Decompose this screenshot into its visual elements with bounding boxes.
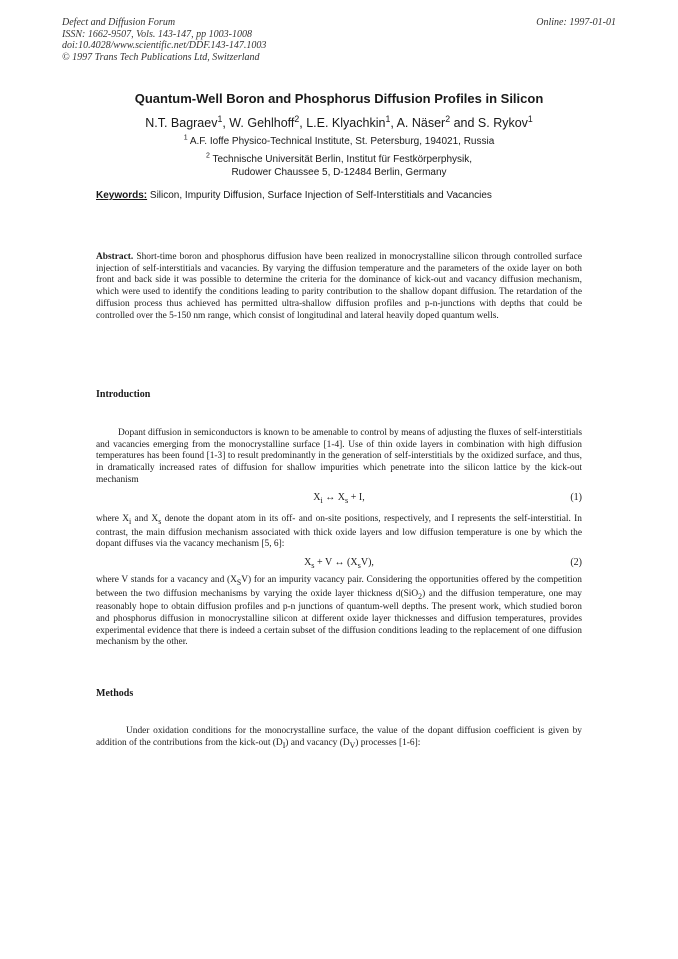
affiliation-2 bbox=[0, 153, 678, 179]
intro-paragraph-2 bbox=[96, 514, 582, 551]
section-heading-methods: Methods bbox=[96, 688, 134, 699]
text-run: and X bbox=[131, 514, 159, 524]
paper-title: Quantum-Well Boron and Phosphorus Diffusion Profiles in Silicon bbox=[134, 91, 544, 106]
equation-1-expression bbox=[96, 492, 582, 505]
eq-arrow: ↔ bbox=[322, 492, 338, 503]
eq-symbol: X bbox=[313, 492, 321, 503]
subscript: V bbox=[349, 740, 356, 750]
abstract-text: Short-time boron and phosphorus diffusion have been realized in monocrystalline silicon through controlled surface injection of self-interstitials and vacancies. By varying the diffusion temperature and the parameters of the oxide layer on both front and back side it was possible to determine the criteria for the dominance of kick-out and vacancy diffusion mechanism, which were used to identify the conditions leading to parity contribution to the shallow dopant diffusion. The retardation of the diffusion process thus achieved has permitted ultra-shallow diffusion profiles and p-n-junctions with depths that could be controlled over the 5-150 nm range, which consist of longitudinal and lateral heavily doped quantum wells. bbox=[96, 252, 582, 321]
eq-subscript: s bbox=[345, 496, 349, 505]
eq-symbol: X bbox=[337, 492, 346, 503]
subscript: I bbox=[282, 740, 286, 750]
keywords-label: Keywords: bbox=[96, 190, 148, 201]
author-affiliation-mark: 2 bbox=[294, 113, 300, 124]
section-heading-introduction: Introduction bbox=[96, 389, 151, 400]
subscript: 2 bbox=[418, 591, 423, 601]
author-affiliation-mark: 1 bbox=[527, 113, 533, 124]
eq-subscript: i bbox=[320, 496, 323, 505]
text-run: ) processes [1-6]: bbox=[355, 737, 421, 748]
text-run: where V stands for a vacancy and (X bbox=[96, 575, 237, 585]
author-name: N.T. Bagraev bbox=[145, 116, 218, 130]
text-run: Under oxidation conditions for the monocrystalline surface, the value of the dopant diffusion coefficient is given by addition of the contributions from the kick-out (D bbox=[96, 726, 582, 748]
eq-rest: + I, bbox=[348, 492, 365, 503]
abstract-label: Abstract. bbox=[96, 252, 134, 262]
equation-1-number: (1) bbox=[570, 492, 582, 503]
abstract bbox=[96, 252, 582, 322]
affiliation-mark: 1 bbox=[183, 134, 188, 142]
author-name: L.E. Klyachkin bbox=[306, 116, 386, 130]
equation-2-number: (2) bbox=[570, 557, 582, 568]
affiliation-mark: 2 bbox=[205, 152, 210, 160]
author-name: A. Näser bbox=[396, 116, 446, 130]
journal-name: Defect and Diffusion Forum bbox=[62, 17, 176, 28]
eq-subscript: s bbox=[357, 561, 361, 570]
journal-header bbox=[62, 17, 266, 63]
keywords-text: Silicon, Impurity Diffusion, Surface Injection of Self-Interstitials and Vacancies bbox=[149, 190, 492, 201]
author-affiliation-mark: 1 bbox=[385, 113, 391, 124]
eq-rest: + V ↔ (X bbox=[314, 557, 358, 568]
affiliation-1 bbox=[0, 135, 678, 148]
online-date: Online: 1997-01-01 bbox=[536, 17, 616, 28]
affiliation-text: A.F. Ioffe Physico-Technical Institute, St. Petersburg, 194021, Russia bbox=[189, 136, 495, 147]
author-affiliation-mark: 1 bbox=[217, 113, 223, 124]
author-affiliation-mark: 2 bbox=[445, 113, 451, 124]
text-run: where X bbox=[96, 514, 130, 524]
text-run: V) for an impurity vacancy pair. Considering the opportunities offered by the competition between the two diffusion mechanisms by varying the oxide layer thickness d(SiO bbox=[96, 575, 582, 599]
subscript: S bbox=[236, 577, 242, 587]
eq-subscript: s bbox=[311, 561, 315, 570]
author-name: S. Rykov bbox=[477, 116, 528, 130]
copyright-line: © 1997 Trans Tech Publications Ltd, Switzerland bbox=[62, 51, 260, 63]
methods-paragraph-1 bbox=[96, 726, 582, 751]
eq-symbol: X bbox=[304, 557, 312, 568]
author-name: W. Gehlhoff bbox=[229, 116, 295, 130]
doi-line: doi:10.4028/www.scientific.net/DDF.143-147.1003 bbox=[62, 40, 267, 51]
text-run: denote the dopant atom in its off- and on-site positions, respectively, and I represents the self-interstitial. In contrast, the main diffusion mechanism associated with thick oxide layers and low diffusion temperature is one by which the dopant diffuses via the vacancy mechanism [5, 6]: bbox=[96, 514, 582, 550]
subscript: i bbox=[129, 516, 132, 526]
affiliation-address: Rudower Chaussee 5, D-12484 Berlin, Germany bbox=[231, 167, 447, 178]
subscript: s bbox=[158, 516, 162, 526]
text-run: ) and the diffusion temperature, one may reasonably hope to obtain diffusion profiles and p-n junctions of quantum-well depths. The present work, which studied boron and phosphorus diffusion in monocrystalline silicon at different oxide layer thicknesses and diffusion temperatures, provides experimental evidence that there is indeed a certain subset of the diffusion conditions leading to the replacement of one diffusion mechanism by the other. bbox=[96, 588, 582, 648]
text-run: ) and vacancy (D bbox=[285, 737, 350, 748]
issn-line: ISSN: 1662-9507, Vols. 143-147, pp 1003-1008 bbox=[62, 28, 252, 40]
author-list: N.T. Bagraev$^1$, W. Gehlhoff$^2$, L.E. Klyachkin$^1$, A. Näser$^2$ and S. Rykov$^1$ bbox=[145, 113, 533, 130]
intro-paragraph-3 bbox=[96, 575, 582, 649]
eq-rest: V), bbox=[360, 557, 374, 568]
equation-2-expression bbox=[96, 557, 582, 570]
keywords bbox=[96, 190, 492, 201]
affiliation-text: Technische Universität Berlin, Institut für Festkörperphysik, bbox=[212, 154, 473, 165]
intro-paragraph-1: Dopant diffusion in semiconductors is known to be amenable to control by means of adjusting the fluxes of self-interstitials and vacancies emerging from the monocrystalline surface [1-4]. Use of thin oxide layers in combination with high diffusion temperatures has been found [1-3] to result predominantly in the generation of self-interstitials by the oxidized surface, and thus, in dramatically increased rates of diffusion for shallow impurities which penetrate into the silicon lattice by the kick-out mechanism bbox=[96, 428, 582, 485]
